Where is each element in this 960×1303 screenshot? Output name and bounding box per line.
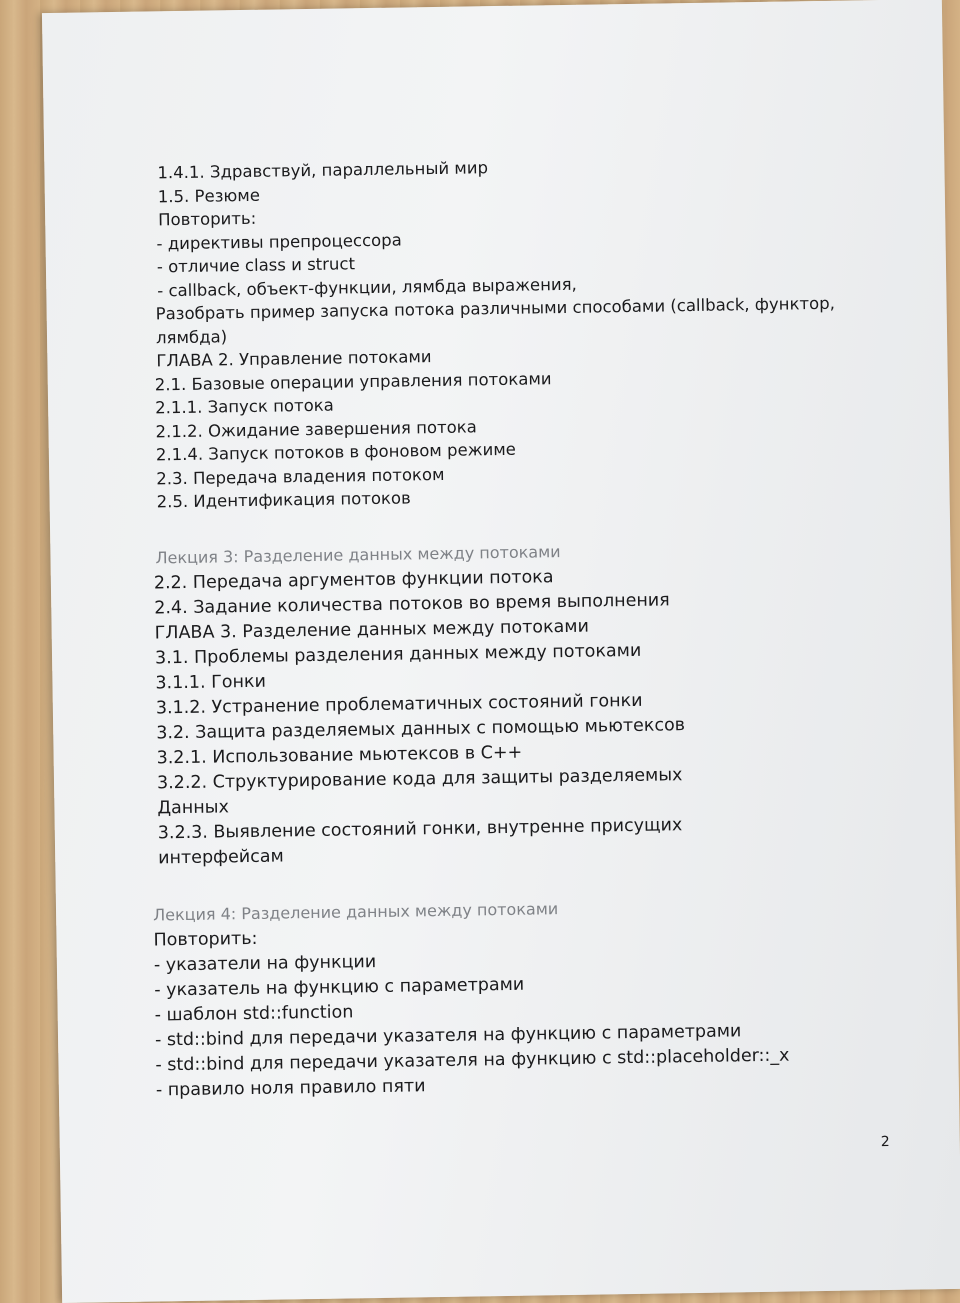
text-line: - std::bind для передачи указателя на функцию с параметрами xyxy=(154,1020,742,1050)
page-number: 2 xyxy=(880,1133,890,1151)
text-line: интерфейсам xyxy=(158,845,284,868)
text-line: 2.1.2. Ожидание завершения потока xyxy=(155,416,477,441)
section-lecture-2 xyxy=(149,150,854,513)
text-line: 3.2.2. Структурирование кода для защиты разделяемых xyxy=(156,764,683,793)
text-line: 3.2.3. Выявление состояний гонки, внутренне присущих xyxy=(157,814,683,843)
text-line: 3.1.2. Устранение проблематичных состояний гонки xyxy=(155,690,643,718)
text-line: 2.2. Передача аргументов функции потока xyxy=(153,566,554,593)
text-line: 1.4.1. Здравствуй, параллельный мир xyxy=(157,158,489,183)
text-line: - директивы препроцессора xyxy=(156,230,402,253)
lecture-4-heading: Лекция 4: Разделение данных между потоками xyxy=(152,898,559,925)
text-line: - указатель на функцию с параметрами xyxy=(154,974,525,1001)
text-line: лямбда) xyxy=(155,326,228,347)
paper-sheet xyxy=(42,0,960,1303)
text-line: 2.1.1. Запуск потока xyxy=(154,395,334,418)
text-line: - callback, объект-функции, лямбда выражения, xyxy=(157,274,577,300)
text-line: 2.1. Базовые операции управления потоками xyxy=(154,368,552,394)
text-line: - указатели на функции xyxy=(153,951,377,976)
text-line: 2.3. Передача владения потоком xyxy=(156,464,445,488)
text-line: - шаблон std::function xyxy=(154,1001,354,1025)
lecture-3-heading: Лекция 3: Разделение данных между потоками xyxy=(155,541,561,567)
section-lecture-4 xyxy=(152,892,864,1103)
text-line: 2.4. Задание количества потоков во время выполнения xyxy=(154,589,670,618)
text-line: 2.5. Идентификация потоков xyxy=(156,488,411,512)
text-line: 3.1.1. Гонки xyxy=(155,671,267,693)
text-line: Повторить: xyxy=(158,208,257,230)
text-line: - отличие class и struct xyxy=(156,254,356,277)
text-line: ГЛАВА 2. Управление потоками xyxy=(156,347,432,371)
section-lecture-3 xyxy=(155,535,860,871)
text-line: - правило ноля правило пяти xyxy=(155,1075,426,1100)
text-line: Данных xyxy=(157,796,230,818)
text-line: 3.2. Защита разделяемых данных с помощью мьютексов xyxy=(156,714,686,743)
text-line: 3.1. Проблемы разделения данных между потоками xyxy=(154,640,642,668)
text-line: 2.1.4. Запуск потоков в фоновом режиме xyxy=(155,439,516,465)
page-content xyxy=(149,150,864,1102)
text-line: Повторить: xyxy=(153,928,258,951)
text-line: ГЛАВА 3. Разделение данных между потоками xyxy=(154,616,590,643)
text-line: 1.5. Резюме xyxy=(157,185,261,206)
text-line: - std::bind для передачи указателя на функцию с std::placeholder::_x xyxy=(155,1045,790,1075)
text-line: 3.2.1. Использование мьютексов в C++ xyxy=(156,742,523,768)
text-line: Разобрать пример запуска потока различными способами (callback, функтор, xyxy=(155,293,836,324)
